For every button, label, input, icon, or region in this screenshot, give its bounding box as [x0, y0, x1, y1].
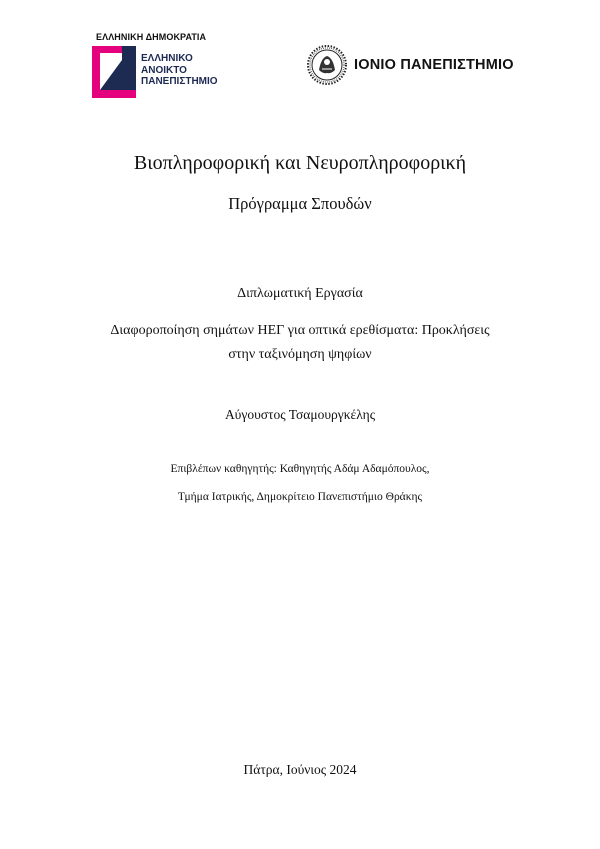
- thesis-title-line: στην ταξινόμηση ψηφίων: [228, 347, 372, 362]
- supervisor-affiliation: Τμήμα Ιατρικής, Δημοκρίτειο Πανεπιστήμιο Θράκης: [177, 491, 423, 503]
- hou-logo: [92, 32, 242, 100]
- supervisor-line: Επιβλέπων καθηγητής: Καθηγητής Αδάμ Αδαμόπουλος,: [170, 463, 430, 475]
- hou-name: [141, 53, 218, 88]
- hou-name-line: ΑΝΟΙΚΤΟ: [141, 64, 187, 76]
- author-name: Αύγουστος Τσαμουργκέλης: [224, 407, 376, 422]
- seal-emblem-icon: [306, 44, 348, 86]
- place-date: Πάτρα, Ιούνιος 2024: [243, 762, 357, 777]
- ionian-logo: [302, 44, 517, 90]
- document-type: Διπλωματική Εργασία: [237, 286, 363, 301]
- hou-republic-label: ΕΛΛΗΝΙΚΗ ΔΗΜΟΚΡΑΤΙΑ: [96, 32, 207, 42]
- ionian-name: ΙΟΝΙΟ ΠΑΝΕΠΙΣΤΗΜΙΟ: [354, 57, 514, 73]
- program-title: Βιοπληροφορική και Νευροπληροφορική: [133, 152, 467, 174]
- thesis-title: [0, 319, 600, 367]
- thesis-title-line: Διαφοροποίηση σημάτων ΗΕΓ για οπτικά ερεθίσματα: Προκλήσεις: [110, 323, 490, 338]
- hou-mark-icon: [92, 46, 136, 98]
- program-subtitle: Πρόγραμμα Σπουδών: [228, 194, 372, 213]
- hou-name-line: ΠΑΝΕΠΙΣΤΗΜΙΟ: [141, 76, 218, 87]
- hou-name-line: ΕΛΛΗΝΙΚΟ: [141, 53, 193, 64]
